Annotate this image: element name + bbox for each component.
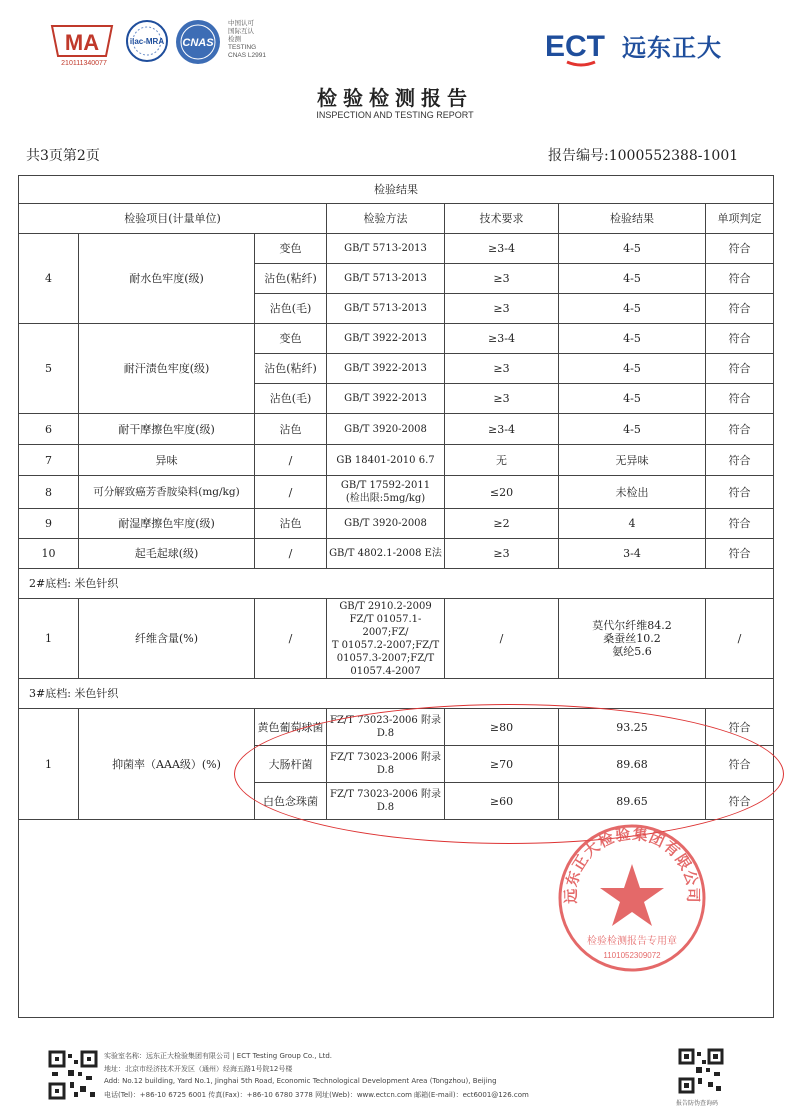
row-item: 异味 — [79, 445, 255, 476]
row-judge: 符合 — [706, 234, 774, 264]
row-item: 纤维含量(%) — [79, 599, 255, 679]
method-line: FZ/T 73023-2006 附录 — [330, 715, 441, 726]
table-row — [19, 324, 774, 354]
row-no: 4 — [19, 234, 79, 324]
footer-line: 地址：北京市经济技术开发区（通州）经海五路1号院12号楼 — [104, 1065, 293, 1073]
row-sub: 沾色(粘纤) — [255, 264, 327, 294]
row-judge: 符合 — [706, 709, 774, 746]
header-requirement: 技术要求 — [445, 204, 559, 234]
row-judge: 符合 — [706, 746, 774, 783]
ect-brand-text: 远东正大 — [622, 34, 722, 62]
header-method: 检验方法 — [327, 204, 445, 234]
cnas-logo — [174, 18, 222, 66]
row-method: GB/T 3922-2013 — [327, 354, 445, 384]
row-sub: 白色念珠菌 — [255, 783, 327, 820]
cnas-text-line: CNAS L2991 — [228, 52, 266, 59]
row-req: / — [445, 599, 559, 679]
method-line: D.8 — [376, 802, 395, 813]
method-line: D.8 — [376, 765, 395, 776]
row-req: ≥2 — [445, 509, 559, 539]
seal-sub-text: 检验检测报告专用章 — [587, 936, 677, 947]
row-item: 耐水色牢度(级) — [79, 234, 255, 324]
footer-line: 实验室名称：远东正大检验集团有限公司 | ECT Testing Group Co., Ltd. — [104, 1052, 333, 1060]
row-method: GB/T 5713-2013 — [327, 234, 445, 264]
row-method — [327, 599, 445, 679]
row-judge: 符合 — [706, 354, 774, 384]
row-sub: 沾色(粘纤) — [255, 354, 327, 384]
row-judge: 符合 — [706, 294, 774, 324]
row-sub: 变色 — [255, 234, 327, 264]
row-result: 3-4 — [559, 539, 706, 569]
row-result — [559, 599, 706, 679]
row-no: 8 — [19, 476, 79, 509]
header-judgement: 单项判定 — [706, 204, 774, 234]
svg-text:ECT: ECT — [545, 30, 605, 63]
row-result: 89.68 — [559, 746, 706, 783]
section-label: 3#底档: 米色针织 — [19, 679, 774, 709]
row-req: ≥3 — [445, 384, 559, 414]
row-sub: / — [255, 476, 327, 509]
table-row — [19, 445, 774, 476]
row-result: 89.65 — [559, 783, 706, 820]
row-result: 4-5 — [559, 234, 706, 264]
row-sub: / — [255, 599, 327, 679]
row-sub: 变色 — [255, 324, 327, 354]
row-req: ≥3-4 — [445, 324, 559, 354]
report-subtitle: INSPECTION AND TESTING REPORT — [316, 110, 474, 120]
svg-text:ilac-MRA: ilac-MRA — [129, 37, 165, 46]
row-result: 4-5 — [559, 294, 706, 324]
header-item: 检验项目(计量单位) — [19, 204, 327, 234]
row-judge: 符合 — [706, 414, 774, 445]
row-sub: / — [255, 445, 327, 476]
row-req: ≥3 — [445, 539, 559, 569]
row-method: GB/T 3922-2013 — [327, 324, 445, 354]
method-line: T 01057.2-2007;FZ/T — [331, 639, 440, 651]
row-judge: 符合 — [706, 509, 774, 539]
cma-number: 210111340077 — [61, 60, 107, 67]
row-no: 10 — [19, 539, 79, 569]
row-judge: 符合 — [706, 783, 774, 820]
result-line: 桑蚕丝10.2 — [603, 632, 661, 645]
row-item: 耐干摩擦色牢度(级) — [79, 414, 255, 445]
row-sub: 沾色(毛) — [255, 384, 327, 414]
section-row — [19, 569, 774, 599]
report-title: 检验检测报告 — [317, 86, 473, 110]
row-result: 93.25 — [559, 709, 706, 746]
row-judge: / — [706, 599, 774, 679]
table-row — [19, 539, 774, 569]
report-qr-code-icon — [678, 1048, 724, 1094]
row-req: 无 — [445, 445, 559, 476]
row-sub: 大肠杆菌 — [255, 746, 327, 783]
seal-number: 1101052309072 — [603, 951, 661, 960]
row-item: 耐湿摩擦色牢度(级) — [79, 509, 255, 539]
qr-caption: 报告防伪查询码 — [676, 1100, 719, 1107]
ilac-mra-logo — [124, 18, 170, 64]
row-result: 未检出 — [559, 476, 706, 509]
method-line: 01057.4-2007 — [350, 665, 421, 677]
row-result: 4-5 — [559, 384, 706, 414]
cnas-text-line: 中国认可 — [228, 20, 254, 27]
row-req: ≥3 — [445, 294, 559, 324]
row-judge: 符合 — [706, 324, 774, 354]
method-line: GB/T 17592-2011 — [340, 480, 431, 491]
table-caption-row — [19, 176, 774, 204]
row-result: 4-5 — [559, 324, 706, 354]
row-req: ≥3-4 — [445, 234, 559, 264]
row-sub: 沾色 — [255, 509, 327, 539]
row-judge: 符合 — [706, 445, 774, 476]
method-line: FZ/T 73023-2006 附录 — [330, 752, 441, 763]
result-line: 莫代尔纤维84.2 — [592, 619, 672, 632]
row-judge: 符合 — [706, 476, 774, 509]
row-no: 6 — [19, 414, 79, 445]
row-req: ≥3 — [445, 264, 559, 294]
row-req: ≥3 — [445, 354, 559, 384]
cma-logo — [48, 22, 116, 60]
row-req: ≥60 — [445, 783, 559, 820]
seal-text: 远东正大检验集团有限公司 — [561, 824, 703, 904]
result-line: 氨纶5.6 — [612, 645, 652, 658]
cnas-text-line: TESTING — [228, 44, 257, 51]
table-row — [19, 476, 774, 509]
row-item: 耐汗渍色牢度(级) — [79, 324, 255, 414]
ect-logo — [545, 24, 620, 68]
report-number: 报告编号:1000552388-1001 — [548, 148, 739, 164]
method-line: D.8 — [376, 728, 395, 739]
table-row — [19, 599, 774, 679]
table-row — [19, 234, 774, 264]
row-judge: 符合 — [706, 264, 774, 294]
row-req: ≤20 — [445, 476, 559, 509]
row-result: 4-5 — [559, 414, 706, 445]
row-method: GB/T 3922-2013 — [327, 384, 445, 414]
page-count: 共3页第2页 — [26, 148, 100, 164]
row-no: 7 — [19, 445, 79, 476]
row-no: 5 — [19, 324, 79, 414]
method-line: (检出限:5mg/kg) — [345, 493, 426, 504]
row-result: 4-5 — [559, 354, 706, 384]
row-method: GB/T 3920-2008 — [327, 414, 445, 445]
row-item: 起毛起球(级) — [79, 539, 255, 569]
row-no: 1 — [19, 599, 79, 679]
row-method: GB/T 5713-2013 — [327, 294, 445, 324]
method-line: FZ/T 73023-2006 附录 — [330, 789, 441, 800]
row-judge: 符合 — [706, 539, 774, 569]
row-sub: 沾色 — [255, 414, 327, 445]
row-method — [327, 476, 445, 509]
method-line: GB/T 2910.2-2009 — [339, 600, 432, 612]
header-row — [19, 204, 774, 234]
svg-text:CNAS: CNAS — [182, 37, 214, 49]
row-sub: 沾色(毛) — [255, 294, 327, 324]
row-judge: 符合 — [706, 384, 774, 414]
row-result: 4 — [559, 509, 706, 539]
method-line: FZ/T 01057.1-2007;FZ/ — [349, 613, 422, 638]
cnas-text-line: 检测 — [228, 36, 241, 43]
row-req: ≥70 — [445, 746, 559, 783]
row-method: GB/T 4802.1-2008 E法 — [327, 539, 445, 569]
footer-line: Add: No.12 building, Yard No.1, Jinghai 5th Road, Economic Technological Development Area (Tongzhou), Beijing — [104, 1077, 497, 1085]
row-req: ≥3-4 — [445, 414, 559, 445]
table-caption: 检验结果 — [19, 176, 774, 204]
method-line: 01057.3-2007;FZ/T — [336, 652, 435, 664]
table-row — [19, 414, 774, 445]
row-method: GB/T 3920-2008 — [327, 509, 445, 539]
cnas-text-line: 国际互认 — [228, 28, 254, 35]
row-item: 抑菌率（AAA级）(%) — [79, 709, 255, 820]
svg-text:MA: MA — [64, 30, 100, 55]
row-result: 4-5 — [559, 264, 706, 294]
row-sub: 黄色葡萄球菌 — [255, 709, 327, 746]
footer-line: 电话(Tel)：+86-10 6725 6001 传真(Fax)：+86-10 6780 3778 网址(Web)：www.ectcn.com 邮箱(E-mail)：ect6001@126.com — [104, 1091, 529, 1099]
company-seal — [556, 822, 708, 974]
row-method: GB 18401-2010 6.7 — [327, 445, 445, 476]
row-method: GB/T 5713-2013 — [327, 264, 445, 294]
row-item: 可分解致癌芳香胺染料(mg/kg) — [79, 476, 255, 509]
section-label: 2#底档: 米色针织 — [19, 569, 774, 599]
section-row — [19, 679, 774, 709]
row-no: 1 — [19, 709, 79, 820]
header-result: 检验结果 — [559, 204, 706, 234]
table-row — [19, 509, 774, 539]
row-result: 无异味 — [559, 445, 706, 476]
qr-code-icon — [48, 1050, 98, 1100]
row-sub: / — [255, 539, 327, 569]
cnas-text — [228, 20, 288, 60]
row-no: 9 — [19, 509, 79, 539]
row-req: ≥80 — [445, 709, 559, 746]
